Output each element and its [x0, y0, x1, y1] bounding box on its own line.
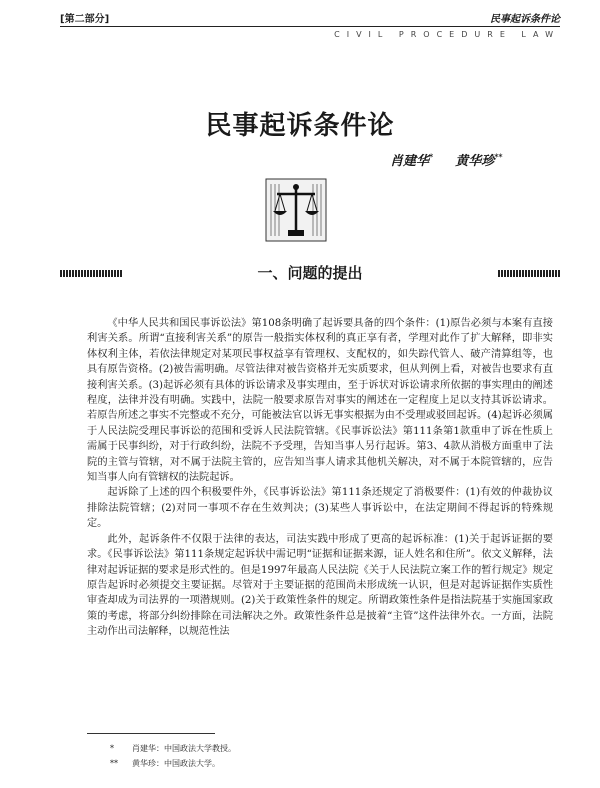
paragraph: 起诉除了上述的四个积极要件外，《民事诉讼法》第111条还规定了消极要件：(1)有效的仲裁协议排除法院管辖；(2)对同一事项不存在生效判决；(3)某些人事诉讼中，在法定期间不得起诉的特殊规定。 [87, 487, 553, 530]
heading-decoration [498, 270, 560, 277]
section-label: [第二部分] [60, 14, 110, 25]
footnote-text: 黄华珍：中国政法大学。 [132, 759, 220, 768]
emblem-graphic [265, 178, 327, 242]
paragraph: 《中华人民共和国民事诉讼法》第108条明确了起诉要具备的四个条件：(1)原告必须与本案有直接利害关系。所谓“直接利害关系”的原告一般指实体权利的真正享有者，学理对此作了扩大解释，即非实体权利主体，若依法律规定对某项民事权益享有管理权、支配权的，如失踪代管人、破产清算组等，也具有原告资格。(2)被告需明确。尽管法律对被告资格并无实质要求，但从判例上看，对被告也要求有直接利害关系。(3)起诉必须有具体的诉讼请求及事实理由，至于诉状对诉讼请求所依据的事实理由的阐述程度，法律并没有明确。实践中，法院一般要求原告对事实的阐述在一定程度上足以支持其诉讼请求。若原告所述之事实不完整或不充分，可能被法官以诉无事实根据为由不受理或驳回起诉。(4)起诉必须属于人民法院受理民事诉讼的范围和受诉人民法院管辖。《民事诉讼法》第111条第1款重申了诉在性质上需属于民事纠纷，对于行政纠纷，法院不予受理，告知当事人另行起诉。第3、4款从消极方面重申了法院的主管与管辖，对不属于法院主管的，应告知当事人请求其他机关解决，对不属于本院管辖的，应告知当事人向有管辖权的法院起诉。 [87, 318, 553, 484]
footnotes [110, 741, 236, 771]
footnote [110, 741, 236, 756]
footnote-mark: ** [110, 759, 118, 768]
journal-title: 民事起诉条件论 [490, 14, 560, 25]
author-footnote-mark: ** [494, 151, 503, 162]
scales-of-justice-icon [265, 178, 327, 242]
author-name: 黄华珍 [455, 154, 495, 169]
footnote-rule [87, 733, 215, 734]
author-line [390, 150, 503, 169]
article-title: 民事起诉条件论 [205, 111, 395, 141]
section-heading-row [60, 262, 560, 286]
header-rule [60, 26, 560, 27]
body-text [87, 316, 553, 640]
author-footnote-mark: * [429, 151, 434, 162]
footnote-text: 肖建华：中国政法大学教授。 [132, 744, 236, 753]
section-heading: 一、问题的提出 [257, 264, 363, 282]
paragraph: 此外，起诉条件不仅限于法律的表达，司法实践中形成了更高的起诉标准：(1)关于起诉证据的要求。《民事诉讼法》第111条规定起诉状中需记明“证据和证据来源，证人姓名和住所”。依文义解释，法律对起诉证据的要求是形式性的。但是1997年最高人民法院《关于人民法院立案工作的暂行规定》规定原告起诉时必须提交主要证据。尽管对于主要证据的范围尚未形成统一认识，但是对起诉证据作实质性审查却成为司法界的一项潜规则。(2)关于政策性条件的规定。所谓政策性条件是指法院基于实施国家政策的考虑，将部分纠纷排除在司法解决之外。政策性条件总是披着“主管”这件法律外衣。一方面，法院主动作出司法解释，以规范性法 [87, 533, 553, 638]
footnote-mark: * [110, 744, 114, 753]
author-name: 肖建华 [390, 154, 430, 169]
footnote [110, 756, 236, 771]
journal-title-english: CIVIL PROCEDURE LAW [334, 30, 560, 39]
